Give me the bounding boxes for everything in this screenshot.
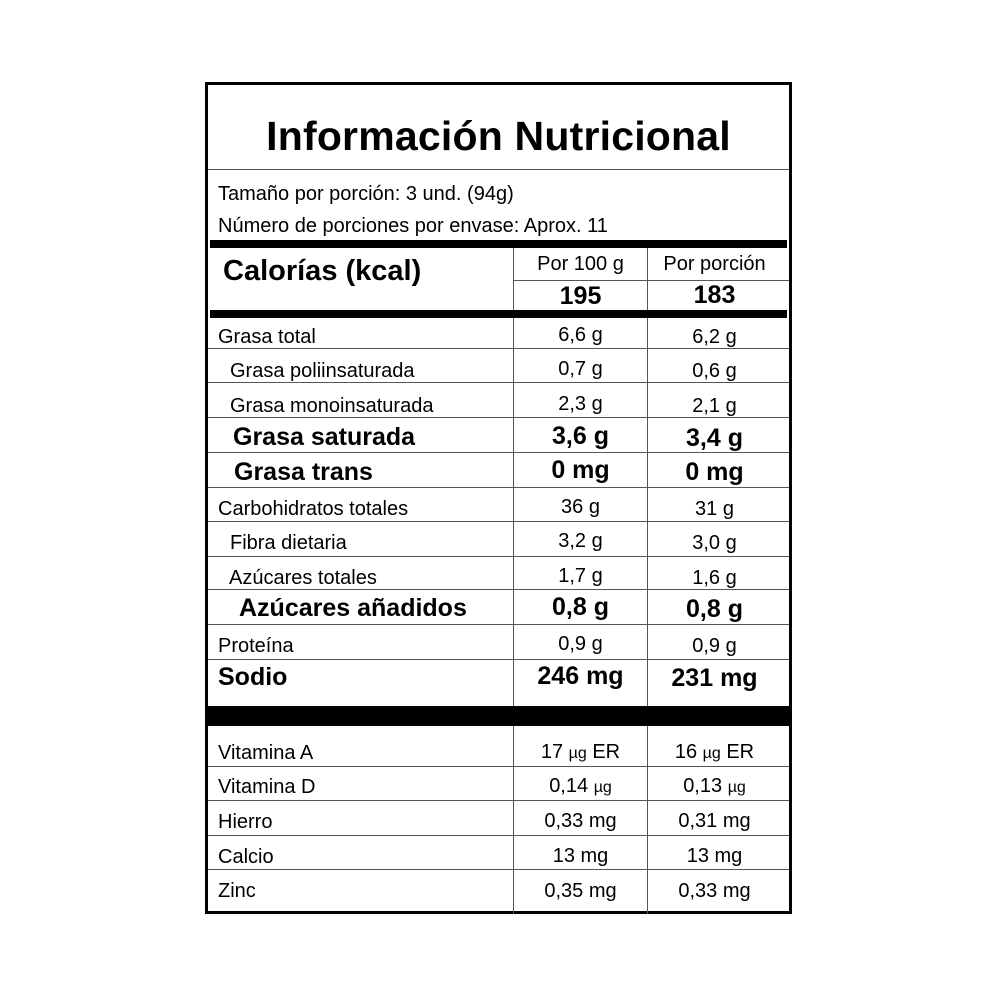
- nutrient-perserving: 1,6 g: [692, 567, 737, 589]
- nutrient-per100: 2,3 g: [558, 393, 603, 415]
- nutrient-perserving: 231 mg: [671, 664, 758, 692]
- nutrient-name: Grasa total: [218, 326, 316, 348]
- row-divider: [208, 556, 789, 557]
- micronutrient-perserving: 0,13 µg: [683, 775, 746, 797]
- micronutrient-name: Hierro: [218, 811, 273, 833]
- nutrient-per100: 0,8 g: [552, 593, 609, 621]
- nutrient-per100: 1,7 g: [558, 565, 603, 587]
- nutrient-name: Azúcares añadidos: [239, 594, 467, 622]
- micronutrient-perserving: 16 µg ER: [674, 741, 755, 763]
- nutrient-per100: 0,7 g: [558, 358, 603, 380]
- nutrient-name: Azúcares totales: [229, 567, 377, 589]
- nutrient-perserving: 3,0 g: [692, 532, 737, 554]
- micronutrient-per100: 0,14 µg: [549, 775, 612, 797]
- nutrient-per100: 0,9 g: [558, 633, 603, 655]
- nutrient-per100: 0 mg: [551, 456, 610, 484]
- nutrient-per100: 246 mg: [537, 662, 624, 690]
- micronutrient-perserving: 13 mg: [686, 845, 743, 867]
- calories-perserving: 183: [693, 281, 736, 309]
- row-divider: [208, 766, 789, 767]
- row-divider: [208, 348, 789, 349]
- servings-per-container: Número de porciones por envase: Aprox. 11: [218, 215, 608, 237]
- col-header-perserving: Por porción: [663, 253, 766, 275]
- micronutrient-perserving: 0,31 mg: [678, 810, 751, 832]
- nutrient-name: Sodio: [218, 663, 288, 691]
- row-divider: [208, 659, 789, 660]
- row-divider: [208, 487, 789, 488]
- divider: [208, 169, 789, 170]
- nutrition-facts-label: [205, 82, 792, 914]
- micronutrient-name: Calcio: [218, 846, 274, 868]
- nutrient-name: Grasa poliinsaturada: [230, 360, 415, 382]
- serving-size: Tamaño por porción: 3 und. (94g): [218, 183, 514, 205]
- micronutrient-name: Vitamina A: [218, 742, 314, 764]
- row-divider: [208, 624, 789, 625]
- nutrient-per100: 3,2 g: [558, 530, 603, 552]
- label-title: Información Nutricional: [266, 113, 731, 159]
- thick-divider: [210, 240, 787, 248]
- section-separator: [208, 706, 789, 726]
- nutrient-perserving: 6,2 g: [692, 326, 737, 348]
- thick-divider: [210, 310, 787, 318]
- micronutrient-perserving: 0,33 mg: [678, 880, 751, 902]
- row-divider: [208, 417, 789, 418]
- nutrient-perserving: 0,9 g: [692, 635, 737, 657]
- nutrient-name: Grasa monoinsaturada: [230, 395, 434, 417]
- nutrient-name: Carbohidratos totales: [218, 498, 409, 520]
- col-header-per100: Por 100 g: [537, 253, 624, 275]
- nutrient-name: Grasa trans: [234, 458, 373, 486]
- calories-label: Calorías (kcal): [223, 255, 422, 287]
- calories-per100: 195: [559, 282, 602, 310]
- nutrient-perserving: 2,1 g: [692, 395, 737, 417]
- row-divider: [208, 589, 789, 590]
- nutrient-per100: 3,6 g: [552, 422, 609, 450]
- row-divider: [208, 800, 789, 801]
- nutrient-perserving: 0,6 g: [692, 360, 737, 382]
- micronutrient-per100: 17 µg ER: [540, 741, 621, 763]
- row-divider: [208, 382, 789, 383]
- micronutrient-name: Vitamina D: [218, 776, 316, 798]
- row-divider: [208, 452, 789, 453]
- nutrient-perserving: 0,8 g: [686, 595, 743, 623]
- micronutrient-per100: 13 mg: [552, 845, 609, 867]
- nutrient-name: Proteína: [218, 635, 294, 657]
- nutrient-perserving: 0 mg: [685, 458, 744, 486]
- micronutrient-name: Zinc: [218, 880, 256, 902]
- micronutrient-per100: 0,33 mg: [544, 810, 617, 832]
- column-divider: [513, 248, 514, 310]
- row-divider: [208, 835, 789, 836]
- nutrient-per100: 6,6 g: [558, 324, 603, 346]
- nutrient-name: Fibra dietaria: [230, 532, 347, 554]
- nutrient-name: Grasa saturada: [233, 423, 416, 451]
- column-divider: [647, 248, 648, 310]
- nutrient-per100: 36 g: [561, 496, 600, 518]
- micronutrient-per100: 0,35 mg: [544, 880, 617, 902]
- nutrient-perserving: 31 g: [695, 498, 734, 520]
- row-divider: [208, 869, 789, 870]
- row-divider: [208, 521, 789, 522]
- nutrient-perserving: 3,4 g: [686, 424, 743, 452]
